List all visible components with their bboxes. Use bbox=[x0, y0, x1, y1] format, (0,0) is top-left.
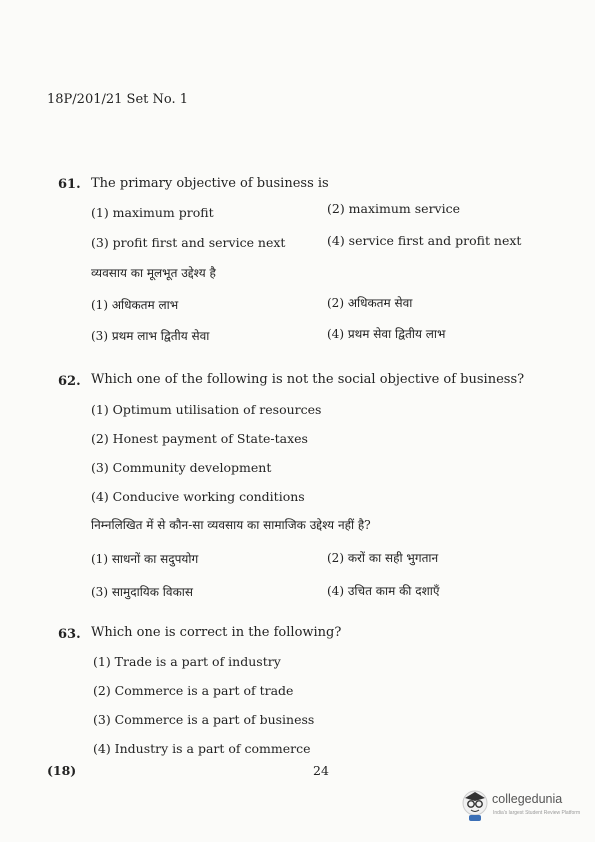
logo-wordmark: collegedunia bbox=[492, 792, 563, 806]
q63-option-1: (1) Trade is a part of industry bbox=[93, 654, 281, 669]
q63-option-3: (3) Commerce is a part of business bbox=[93, 712, 315, 727]
q61-hindi-option-3: (3) प्रथम लाभ द्वितीय सेवा bbox=[91, 329, 210, 343]
q63-option-4: (4) Industry is a part of commerce bbox=[93, 741, 311, 756]
q61-option-4: (4) service first and profit next bbox=[327, 233, 522, 248]
q62-option-2: (2) Honest payment of State-taxes bbox=[91, 431, 308, 446]
collegedunia-logo bbox=[460, 786, 585, 830]
question-63-text: Which one is correct in the following? bbox=[91, 625, 342, 640]
q62-option-3: (3) Community development bbox=[91, 460, 272, 475]
question-63-number: 63. bbox=[58, 627, 81, 642]
footer-code: (18) bbox=[47, 763, 77, 778]
logo-tagline: India's largest Student Review Platform bbox=[493, 810, 581, 816]
mascot-icon bbox=[460, 788, 490, 822]
q62-option-4: (4) Conducive working conditions bbox=[91, 489, 305, 504]
question-62-number: 62. bbox=[58, 374, 81, 389]
q63-option-2: (2) Commerce is a part of trade bbox=[93, 683, 294, 698]
q61-hindi-option-1: (1) अधिकतम लाभ bbox=[91, 298, 179, 312]
q61-hindi-text: व्यवसाय का मूलभूत उद्देश्य है bbox=[91, 266, 216, 280]
question-61-text: The primary objective of business is bbox=[91, 176, 329, 191]
question-62-text: Which one of the following is not the social objective of business? bbox=[91, 372, 525, 387]
page-number: 24 bbox=[313, 763, 329, 778]
q61-option-2: (2) maximum service bbox=[327, 201, 461, 216]
q62-option-1: (1) Optimum utilisation of resources bbox=[91, 402, 322, 417]
q62-hindi-option-3: (3) सामुदायिक विकास bbox=[91, 585, 194, 599]
question-61-number: 61. bbox=[58, 177, 81, 192]
q61-hindi-option-4: (4) प्रथम सेवा द्वितीय लाभ bbox=[327, 327, 446, 341]
q62-hindi-option-1: (1) साधनों का सदुपयोग bbox=[91, 552, 199, 566]
q61-option-1: (1) maximum profit bbox=[91, 205, 214, 220]
q61-hindi-option-2: (2) अधिकतम सेवा bbox=[327, 296, 413, 310]
q62-hindi-text: निम्नलिखित में से कौन-सा व्यवसाय का सामाजिक उद्देश्य नहीं है? bbox=[91, 518, 371, 532]
q62-hindi-option-4: (4) उचित काम की दशाएँ bbox=[327, 584, 440, 598]
q62-hindi-option-2: (2) करों का सही भुगतान bbox=[327, 551, 439, 565]
q61-option-3: (3) profit first and service next bbox=[91, 235, 286, 250]
set-code: 18P/201/21 Set No. 1 bbox=[47, 92, 189, 107]
